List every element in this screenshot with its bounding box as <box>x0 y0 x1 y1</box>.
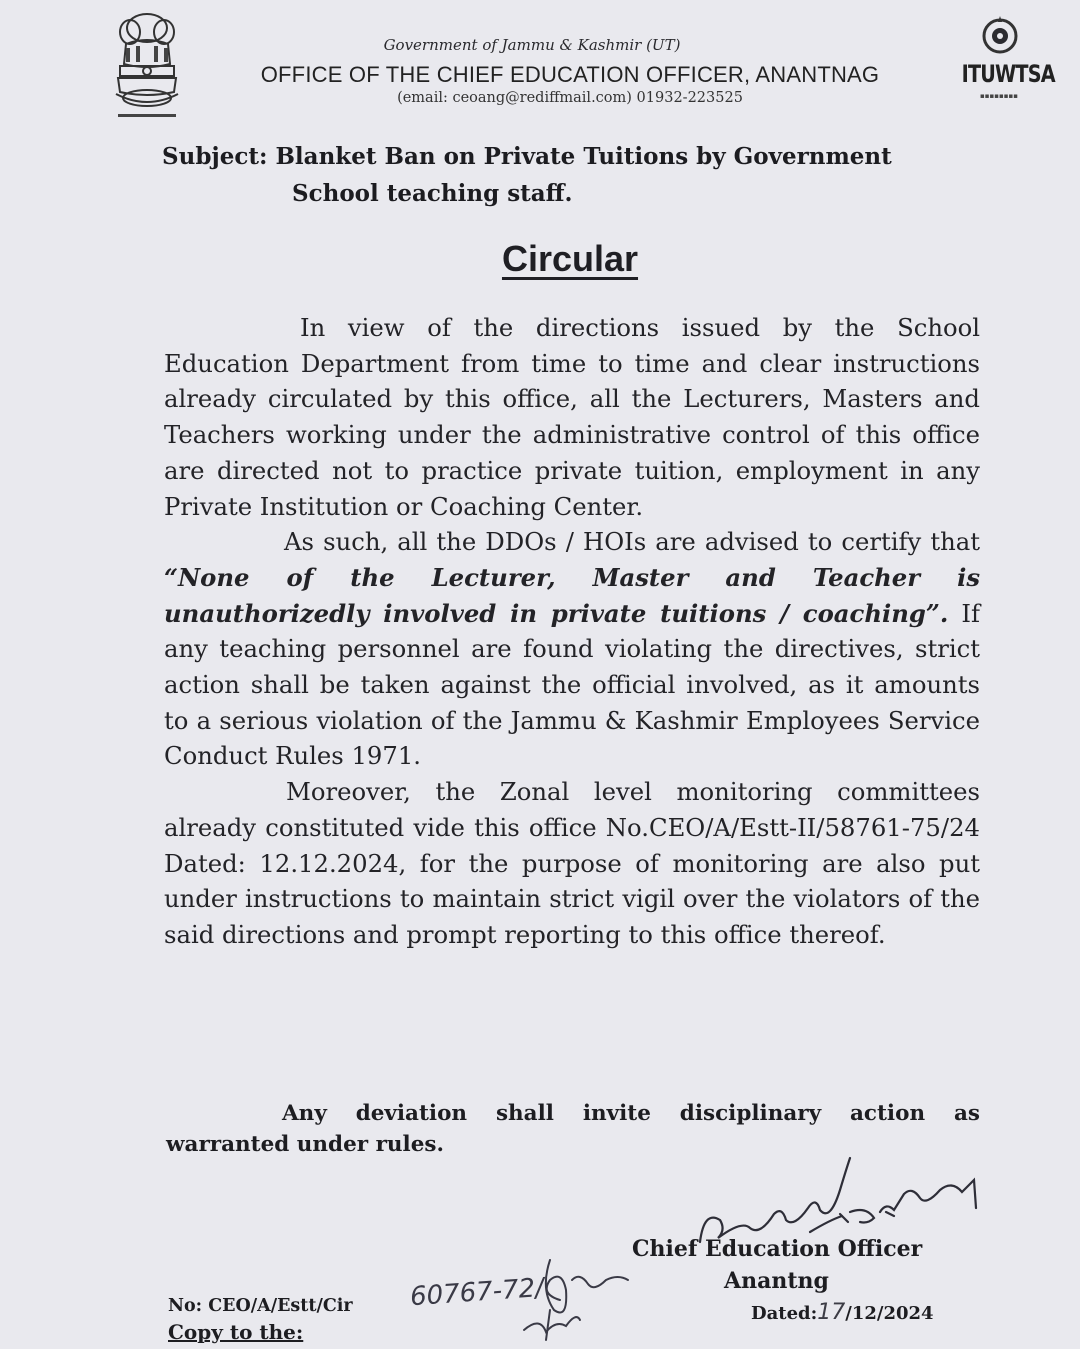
initials-scribble-icon <box>510 1250 640 1345</box>
reference-number-handwritten: 60767-72/ <box>409 1272 545 1313</box>
copy-to-heading: Copy to the: <box>168 1320 304 1344</box>
dated-label: Dated: <box>751 1303 818 1324</box>
subject-line-1: Subject: Blanket Ban on Private Tuitions by Government <box>162 143 892 170</box>
dated-rest: /12/2024 <box>845 1303 934 1324</box>
paragraph-3: Moreover, the Zonal level monitoring committees already constituted vide this office No.CEO/A/Estt-II/58761-75/24 Dated: 12.12.2024, for the purpose of monitoring are also put under instructions to maintain strict vigil over the violators of the said directions and prompt reporting to this office thereof. <box>164 777 980 949</box>
paragraph-2-lead: As such, all the DDOs / HOIs are advised to certify that <box>284 527 980 557</box>
page-title <box>0 238 1080 280</box>
office-name: OFFICE OF THE CHIEF EDUCATION OFFICER, ANANTNAG <box>260 62 880 87</box>
ituwtsa-badge-text: ITUWTSA <box>961 60 1055 88</box>
paragraph-2-rest: If any teaching personnel are found violating the directives, strict action shall be taken against the official involved, as it amounts to a serious violation of the Jammu & Kashmir Employees Service Conduct Rules 1971. <box>164 598 980 771</box>
signatory-title: Chief Education Officer <box>632 1236 923 1262</box>
signature-date <box>751 1300 991 1325</box>
ituwtsa-badge-sub: ▪▪▪▪▪▪▪▪ <box>980 92 1018 100</box>
paragraph-1: In view of the directions issued by the School Education Department from time to time and clear instructions already circulated by this office, all the Lecturers, Masters and Teachers working under the administrative control of this office are directed not to practice private tuition, employment in any Private Institution or Coaching Center. <box>164 313 980 521</box>
reference-number-label: No: CEO/A/Estt/Cir <box>168 1296 353 1316</box>
circular-heading: Circular <box>501 238 639 279</box>
subject-line-2: School teaching staff. <box>292 180 573 207</box>
subject <box>162 138 992 212</box>
government-line: Government of Jammu & Kashmir (UT) <box>383 36 681 54</box>
paragraph-2-emphasis: “None of the Lecturer, Master and Teacher is unauthorizedly involved in private tuitions / coaching”. <box>164 562 980 628</box>
ituwtsa-logo-icon <box>978 12 1022 58</box>
dated-handwritten-day: 17 <box>817 1300 846 1325</box>
paragraph-2 <box>164 524 980 774</box>
circular-body <box>164 310 980 953</box>
signatory-place: Anantng <box>724 1268 829 1294</box>
closing-text: Any deviation shall invite disciplinary action as warranted under rules. <box>166 1101 980 1157</box>
contact-line: (email: ceoang@rediffmail.com) 01932-223525 <box>397 90 743 106</box>
national-emblem-icon <box>108 8 186 126</box>
